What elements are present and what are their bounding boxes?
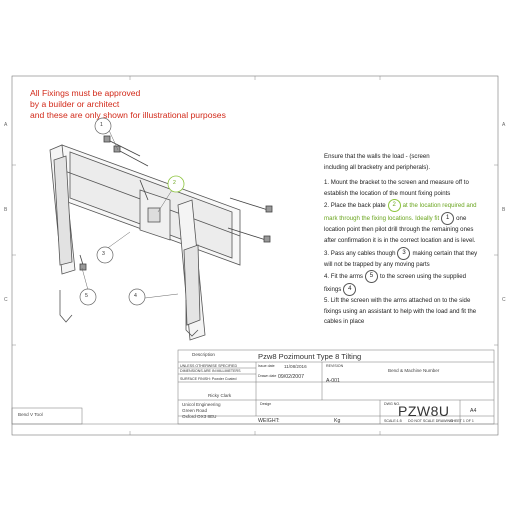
step3-line-1 <box>324 247 477 260</box>
drawn-date: 09/02/2007 <box>278 374 304 380</box>
company-line-3: Oxford OX3 8EU <box>182 414 217 419</box>
zone-right-a: A <box>502 122 506 128</box>
step5-line-3: cables in place <box>324 318 365 326</box>
intro-line-2: including all bracketry and peripherals). <box>324 163 431 171</box>
description-value: Pzw8 Pozimount Type 8 Tilting <box>258 352 362 361</box>
bracket-illustration <box>50 136 272 340</box>
sheet-size: A4 <box>470 408 477 414</box>
balloon-3-label: 3 <box>102 251 105 257</box>
step2-one-text: one <box>456 215 467 223</box>
step2-line-4: after confirmation it is in the correct location and is level. <box>324 236 476 244</box>
instruction-block <box>324 152 477 328</box>
balloon-4-label: 4 <box>134 293 137 299</box>
step5-line-2: fixings using an assistant to help with the load and fit the <box>324 307 477 315</box>
description-label: Description <box>192 352 215 357</box>
design-label: Design <box>260 402 272 406</box>
balloon-2-label: 2 <box>173 180 176 186</box>
balloon-ref-2: 2 <box>388 199 401 212</box>
step2-text-end: at the location required and <box>402 202 477 210</box>
weight-label: WEIGHT: <box>258 418 280 424</box>
balloon-ref-3: 3 <box>397 247 410 260</box>
bend-machine-header: Bend & Machine Number <box>388 368 440 373</box>
drawn-by: Ricky Clark <box>208 393 232 398</box>
step2-line-3: location point then pilot drill through the remaining ones <box>324 226 474 234</box>
drawn-date-label: Drawn date <box>258 374 277 378</box>
step5-line-1: 5. Lift the screen with the arms attached on to the side <box>324 297 471 305</box>
step1-line-1: 1. Mount the bracket to the screen and measure off to <box>324 179 469 187</box>
step4-line-1 <box>324 270 477 283</box>
balloon-ref-4: 4 <box>343 283 356 296</box>
balloon-ref-5: 5 <box>365 270 378 283</box>
balloon-5-label: 5 <box>85 293 88 299</box>
step2-line-1 <box>324 199 477 212</box>
issue-date-label: Issue date <box>258 364 275 368</box>
step3-text-end: making certain that they <box>412 249 478 257</box>
tolerance-note-2: DIMENSIONS ARE IN MILLIMETERS <box>180 369 241 373</box>
revision-label: REVISION <box>326 364 344 368</box>
balloon-4 <box>129 289 145 305</box>
zone-right-c: C <box>502 297 506 303</box>
warning-line-2: by a builder or architect <box>30 99 120 109</box>
balloon-ref-1: 1 <box>441 212 454 225</box>
dwg-number: PZW8U <box>398 403 450 419</box>
scale-value: SCALE:1:5 <box>384 419 402 423</box>
weight-unit: Kg <box>334 418 341 424</box>
dwg-no-label: DWG NO. <box>384 402 401 406</box>
issue-date: 11/08/2016 <box>284 364 307 369</box>
step3-text: 3. Pass any cables though <box>324 249 396 257</box>
warning-line-1: All Fixings must be approved <box>30 88 141 98</box>
tolerance-note-1: UNLESS OTHERWISE SPECIFIED <box>180 364 238 368</box>
bend-tool: Bend V Tool <box>18 412 43 417</box>
zone-left-a: A <box>4 122 8 128</box>
step1-line-2: establish the location of the mount fixing points <box>324 189 451 197</box>
step4-fixings-text: fixings <box>324 286 342 294</box>
footer-note: DO NOT SCALE DRAWING <box>408 419 453 423</box>
balloon-3 <box>97 247 113 263</box>
zone-left-b: B <box>4 207 8 213</box>
zone-right-b: B <box>502 207 506 213</box>
company-line-2: Green Road <box>182 408 208 413</box>
step2-line-2 <box>324 212 477 225</box>
sheet-number: SHEET 1 OF 1 <box>450 419 474 423</box>
revision-value: A-001 <box>326 378 340 384</box>
balloon-2 <box>168 176 184 192</box>
step2-text: 2. Place the back plate <box>324 202 386 210</box>
balloon-5 <box>80 289 96 305</box>
zone-left-c: C <box>4 297 8 303</box>
step4-line-2 <box>324 283 477 296</box>
step4-text-end: to the screen using the supplied <box>379 273 467 281</box>
warning-line-3: and these are only shown for illustrational purposes <box>30 110 226 120</box>
step4-text: 4. Fit the arms <box>324 273 363 281</box>
step2-mark-text: mark through the fixing locations. Ideally fit <box>324 215 440 223</box>
surface-finish: SURFACE FINISH: Powder Coated <box>180 377 237 381</box>
step3-line-2: will not be trapped by any moving parts <box>324 260 430 268</box>
intro-line-1: Ensure that the walls the load - (screen <box>324 153 430 160</box>
balloon-1-label: 1 <box>100 122 103 128</box>
company-line-1: Unicol Engineering <box>182 402 221 407</box>
